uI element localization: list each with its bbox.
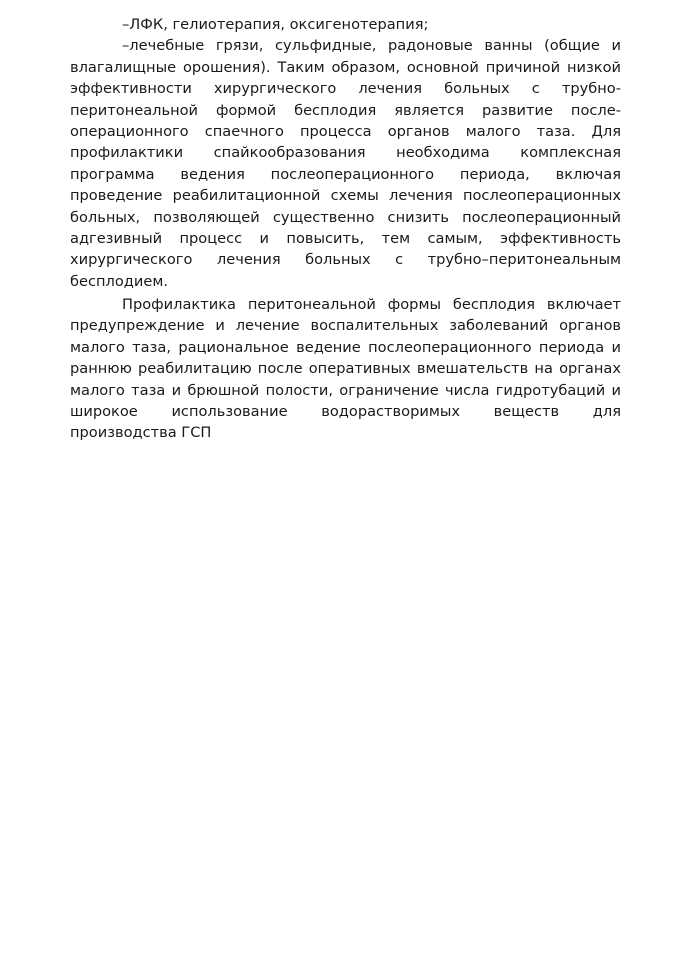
paragraph-2-line-3: эффективности хирургического лечения больных с трубно-: [70, 80, 621, 98]
paragraph-2-line-1: –лечебные грязи, сульфидные, радоновые ванны (общие и: [122, 37, 621, 55]
document-text: [70, 14, 621, 444]
paragraph-2-line-6: профилактики спайкообразования необходима комплексная: [70, 144, 621, 162]
paragraph-2-line-4: перитонеальной формой бесплодия является развитие после-: [70, 101, 621, 119]
paragraph-2-line-11: хирургического лечения больных с трубно–перитонеальным: [70, 251, 621, 269]
paragraph-2-line-5: операционного спаечного процесса органов малого таза. Для: [70, 122, 621, 140]
paragraph-1-line-1: –ЛФК, гелиотерапия, оксигенотерапия;: [122, 16, 429, 33]
paragraph-3-line-3: малого таза, рациональное ведение послеоперационного периода и: [70, 338, 621, 356]
paragraph-3-line-2: предупреждение и лечение воспалительных заболеваний органов: [70, 317, 621, 335]
paragraph-2-line-9: больных, позволяющей существенно снизить послеоперационный: [70, 208, 621, 226]
paragraph-3-line-4: раннюю реабилитацию после оперативных вмешательств на органах: [70, 360, 621, 378]
paragraph-2-line-8: проведение реабилитационной схемы лечения послеоперационных: [70, 187, 621, 205]
paragraph-2-line-2: влагалищные орошения). Таким образом, основной причиной низкой: [70, 58, 621, 76]
paragraph-3-line-1: Профилактика перитонеальной формы бесплодия включает: [122, 296, 621, 314]
paragraph-2-line-12: бесплодием.: [70, 272, 169, 290]
paragraph-2-line-7: программа ведения послеоперационного периода, включая: [70, 165, 621, 183]
paragraph-2-line-10: адгезивный процесс и повысить, тем самым, эффективность: [70, 229, 621, 247]
paragraph-3-line-6: широкое использование водорастворимых веществ для: [70, 403, 621, 421]
paragraph-3-line-5: малого таза и брюшной полости, ограничение числа гидротубаций и: [70, 381, 621, 399]
paragraph-3-line-7: производства ГСП: [70, 424, 212, 442]
